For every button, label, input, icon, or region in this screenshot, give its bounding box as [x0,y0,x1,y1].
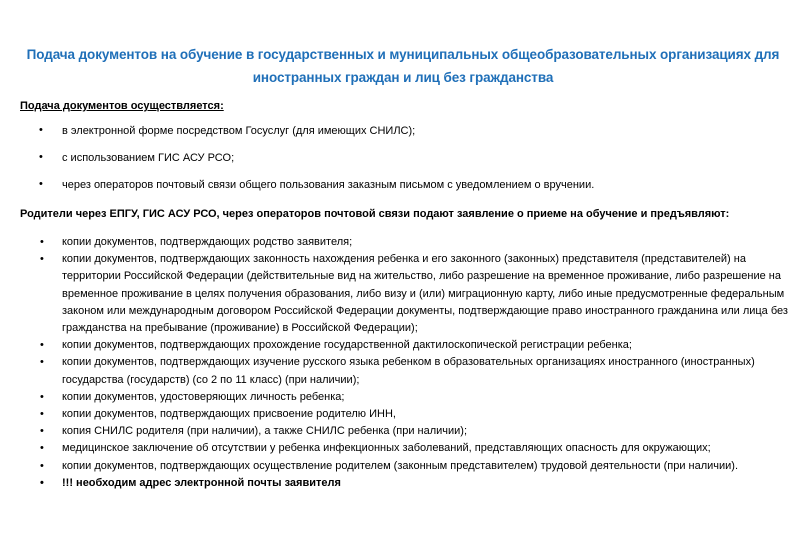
method-text: в электронной форме посредством Госуслуг (для имеющих СНИЛС); [62,125,416,137]
page-title-line-2: иностранных граждан и лиц без гражданства [252,70,554,85]
document-text: копии документов, подтверждающих родство заявителя; [62,236,353,248]
list-item [20,151,790,178]
bullet-icon: • [39,178,43,190]
bullet-icon: • [40,390,44,403]
document-text: копии документов, подтверждающих изучение русского языка ребенком в образовательных организациях иностранного (иностранных) государства (государств) (со 2 по 11 класс) (при наличии); [62,356,755,386]
bullet-icon: • [39,124,43,136]
bullet-icon: • [40,339,44,352]
list-item [20,124,790,151]
bullet-icon: • [40,459,44,472]
list-item [40,389,800,406]
email-note-item [40,475,800,492]
list-item [40,440,800,457]
page-title [14,43,792,89]
bullet-icon: • [40,408,44,421]
documents-list [40,234,800,492]
document-text: копии документов, удостоверяющих личность ребенка; [62,390,345,403]
document-text: копии документов, подтверждающих прохождение государственной дактилоскопической регистрации ребенка; [62,339,632,352]
list-item [40,337,800,354]
methods-heading: Подача документов осуществляется: [20,100,224,112]
list-item [40,423,800,440]
bullet-icon: • [40,236,44,248]
document-text: копии документов, подтверждающих законность нахождения ребенка и его законного (законных) представителя (представителей) на территории Российской Федерации (действительные вид на жительство, либо разрешение на временное проживание, либо разрешение на временное проживание в целях получения образования, либо визу и (или) миграционную карту, либо иные предусмотренные федеральным законом или международным договором Российской Федерации документы, подтверждающие право иностранного гражданина или лица без гражданства на пребывание (проживание) в Российской Федерации); [62,253,788,335]
document-text: копии документов, подтверждающих осуществление родителем (законным представителем) трудовой деятельности (при наличии). [62,459,739,472]
document-text: медицинское заключение об отсутствии у ребенка инфекционных заболеваний, представляющих опасность для окружающих; [62,442,711,455]
list-item [40,354,800,388]
bullet-icon: • [40,425,44,438]
bullet-icon: • [40,442,44,455]
documents-intro: Родители через ЕПГУ, ГИС АСУ РСО, через операторов почтовой связи подают заявление о приеме на обучение и предъявляют: [20,208,730,220]
method-text: через операторов почтовый связи общего пользования заказным письмом с уведомлением о вручении. [62,179,595,191]
bullet-icon: • [40,476,44,489]
list-item [40,251,800,337]
methods-list [20,124,790,205]
method-text: с использованием ГИС АСУ РСО; [62,152,235,164]
email-note: !!! необходим адрес электронной почты заявителя [62,476,341,489]
bullet-icon: • [39,151,43,163]
bullet-icon: • [40,253,44,266]
list-item [40,234,800,251]
list-item [40,458,800,475]
document-text: копии документов, подтверждающих присвоение родителю ИНН, [62,408,396,421]
document-text: копия СНИЛС родителя (при наличии), а также СНИЛС ребенка (при наличии); [62,425,468,438]
list-item [40,406,800,423]
list-item [20,178,790,205]
page-title-line-1: Подача документов на обучение в государственных и муниципальных общеобразовательных организациях для [26,47,780,62]
bullet-icon: • [40,356,44,369]
